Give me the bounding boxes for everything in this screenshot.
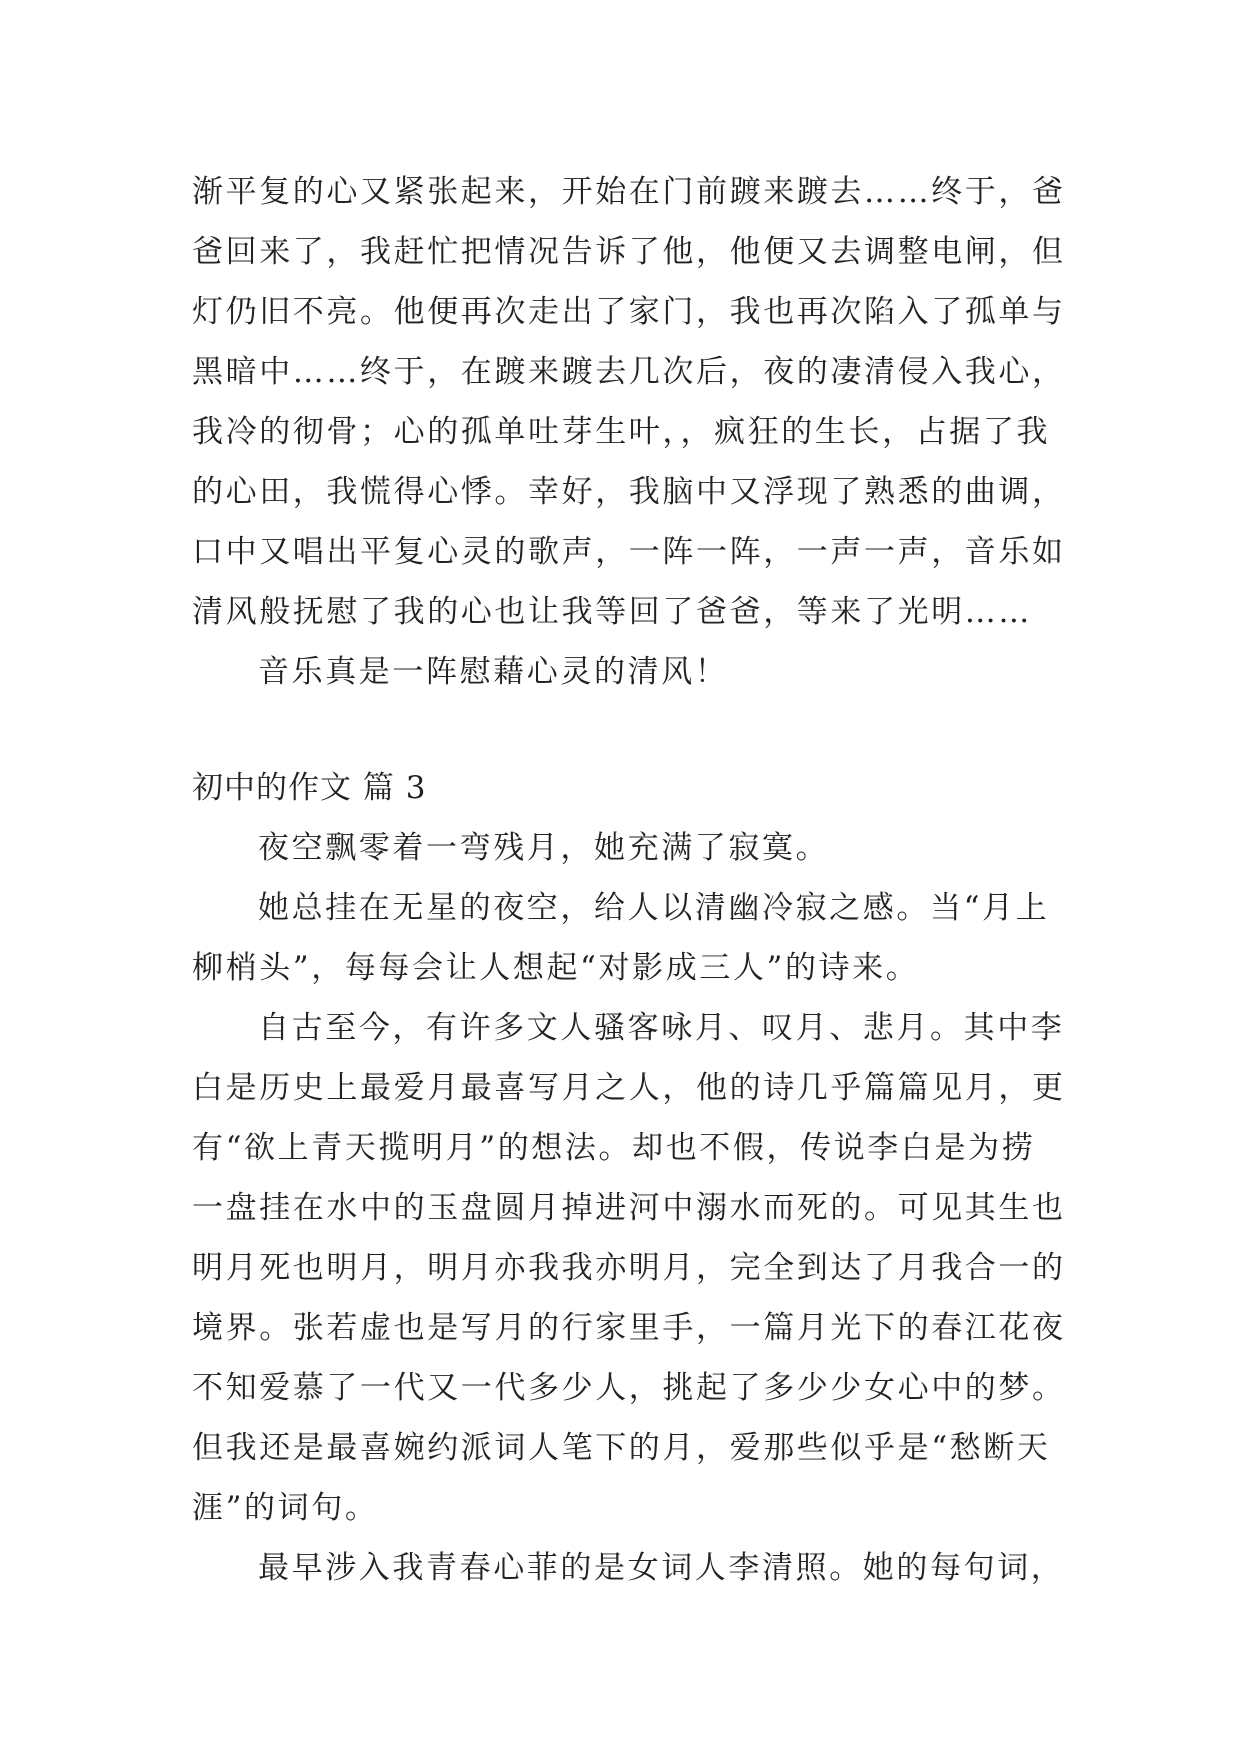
text-line: 一盘挂在水中的玉盘圆月掉进河中溺水而死的。可见其生也 bbox=[192, 1190, 1066, 1226]
section-gap bbox=[192, 702, 1060, 758]
text-line: 不知爱慕了一代又一代多少人，挑起了多少少女心中的梦。 bbox=[192, 1370, 1066, 1406]
text-line: 自古至今，有许多文人骚客咏月、叹月、悲月。其中李 bbox=[258, 1010, 1065, 1046]
document-body bbox=[192, 162, 1066, 1598]
text-line: 的心田，我慌得心悸。幸好，我脑中又浮现了熟悉的曲调， bbox=[192, 474, 1066, 510]
text-line: 但我还是最喜婉约派词人笔下的月，爱那些似乎是“愁断天 bbox=[192, 1430, 1051, 1466]
text-line: 她总挂在无星的夜空，给人以清幽冷寂之感。当“月上 bbox=[258, 890, 1050, 926]
essay-heading: 初中的作文 篇 3 bbox=[192, 770, 427, 806]
text-line: 爸回来了，我赶忙把情况告诉了他，他便又去调整电闸，但 bbox=[192, 234, 1066, 270]
paragraph-conclusion: 音乐真是一阵慰藉心灵的清风！ bbox=[258, 654, 729, 690]
text-line: 我冷的彻骨；心的孤单吐芽生叶，，疯狂的生长，占据了我 bbox=[192, 414, 1051, 450]
paragraph-power-outage bbox=[192, 162, 1066, 642]
text-line: 渐平复的心又紧张起来，开始在门前踱来踱去……终于，爸 bbox=[192, 174, 1066, 210]
paragraph-starless-sky bbox=[192, 878, 1060, 998]
text-line: 明月死也明月，明月亦我我亦明月，完全到达了月我合一的 bbox=[192, 1250, 1066, 1286]
text-line: 有“欲上青天揽明月”的想法。却也不假，传说李白是为捞 bbox=[192, 1130, 1036, 1166]
paragraph-li-qingzhao: 最早涉入我青春心菲的是女词人李清照。她的每句词， bbox=[258, 1550, 1065, 1586]
text-line: 柳梢头”，每每会让人想起“对影成三人”的诗来。 bbox=[192, 950, 920, 986]
text-line: 涯”的词句。 bbox=[192, 1490, 379, 1526]
text-line: 境界。张若虚也是写月的行家里手，一篇月光下的春江花夜 bbox=[192, 1310, 1066, 1346]
text-line: 灯仍旧不亮。他便再次走出了家门，我也再次陷入了孤单与 bbox=[192, 294, 1066, 330]
paragraph-crescent-moon: 夜空飘零着一弯残月，她充满了寂寞。 bbox=[258, 830, 830, 866]
text-line: 清风般抚慰了我的心也让我等回了爸爸，等来了光明…… bbox=[192, 594, 1032, 630]
text-line: 黑暗中……终于，在踱来踱去几次后，夜的凄清侵入我心， bbox=[192, 354, 1066, 390]
text-line: 白是历史上最爱月最喜写月之人，他的诗几乎篇篇见月，更 bbox=[192, 1070, 1066, 1106]
text-line: 口中又唱出平复心灵的歌声，一阵一阵，一声一声，音乐如 bbox=[192, 534, 1066, 570]
paragraph-poets-and-moon bbox=[192, 998, 1066, 1538]
